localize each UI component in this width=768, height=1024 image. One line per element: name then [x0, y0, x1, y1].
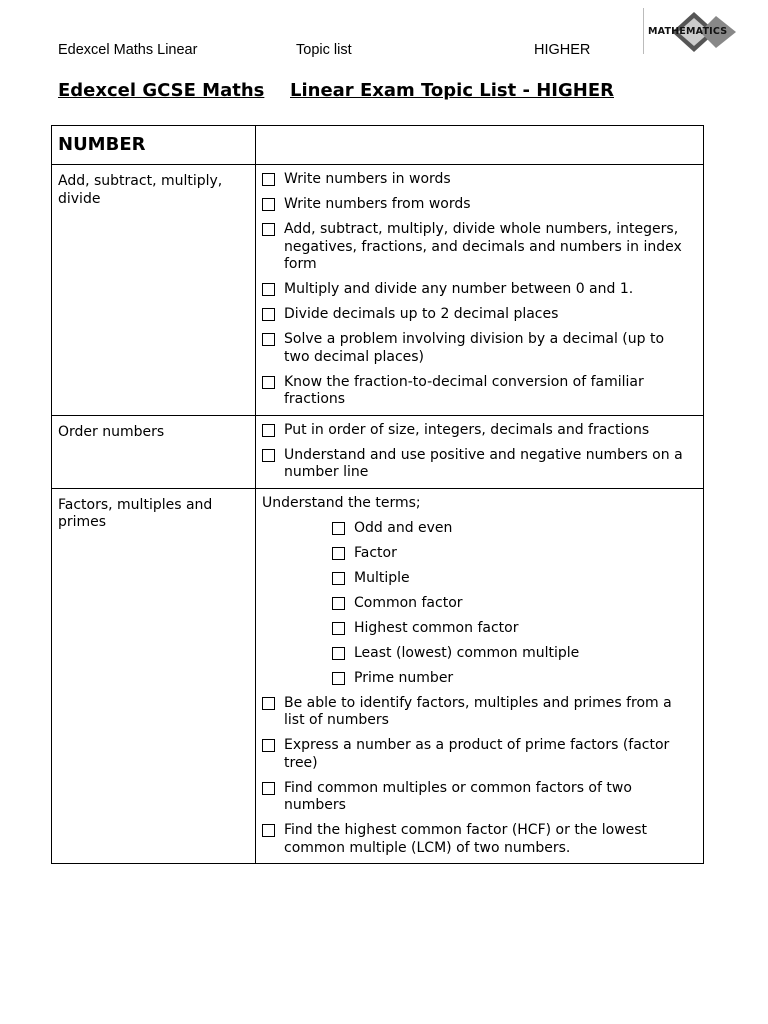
topic-label: Add, subtract, multiply, divide	[52, 165, 256, 416]
term-text: Multiple	[354, 569, 410, 586]
checkbox[interactable]	[262, 824, 275, 837]
checkbox[interactable]	[262, 333, 275, 346]
checklist-text: Express a number as a product of prime factors (factor tree)	[284, 737, 670, 771]
topic-items	[256, 415, 704, 488]
term-text: Least (lowest) common multiple	[354, 644, 580, 661]
page-title: Edexcel GCSE Maths	[58, 80, 265, 101]
term-item	[332, 520, 693, 538]
term-text: Highest common factor	[354, 619, 519, 636]
checklist-item	[262, 281, 693, 299]
term-item	[332, 620, 693, 638]
checklist-item	[262, 447, 693, 482]
checkbox[interactable]	[262, 739, 275, 752]
checklist-item	[262, 695, 693, 730]
checklist-item	[262, 822, 693, 857]
checkbox[interactable]	[332, 672, 345, 685]
term-text: Factor	[354, 544, 397, 561]
checkbox[interactable]	[262, 697, 275, 710]
checklist-item	[262, 422, 693, 440]
checklist-text: Be able to identify factors, multiples and primes from a list of numbers	[284, 694, 672, 728]
checkbox[interactable]	[332, 647, 345, 660]
topic-label: Order numbers	[52, 415, 256, 488]
header-tier: HIGHER	[534, 42, 591, 58]
checklist-item	[262, 221, 693, 274]
checkbox[interactable]	[332, 522, 345, 535]
topic-items	[256, 165, 704, 416]
checklist-text: Solve a problem involving division by a decimal (up to two decimal places)	[284, 331, 665, 365]
checklist-text: Find common multiples or common factors of two numbers	[284, 779, 632, 813]
section-title: NUMBER	[52, 126, 256, 165]
checkbox[interactable]	[262, 283, 275, 296]
checklist-item	[262, 331, 693, 366]
checklist-text: Add, subtract, multiply, divide whole numbers, integers, negatives, fractions, and decimals and numbers in index form	[284, 221, 682, 272]
topic-row	[52, 165, 704, 416]
checkbox[interactable]	[262, 424, 275, 437]
checklist-text: Find the highest common factor (HCF) or the lowest common multiple (LCM) of two numbers.	[284, 822, 648, 856]
section-empty-cell	[256, 126, 704, 165]
header-doc-type: Topic list	[296, 42, 352, 58]
checkbox[interactable]	[332, 572, 345, 585]
checkbox[interactable]	[262, 449, 275, 462]
topic-row	[52, 415, 704, 488]
topic-label: Factors, multiples and primes	[52, 488, 256, 864]
mathematics-logo	[643, 8, 744, 54]
term-item	[332, 595, 693, 613]
section-header-row	[52, 126, 704, 165]
checkbox[interactable]	[262, 223, 275, 236]
term-item	[332, 545, 693, 563]
checkbox[interactable]	[262, 173, 275, 186]
checklist-item	[262, 374, 693, 409]
checkbox[interactable]	[332, 597, 345, 610]
topic-items	[256, 488, 704, 864]
checklist-text: Put in order of size, integers, decimals and fractions	[284, 421, 650, 438]
logo-text: MATHEMATICS	[648, 26, 728, 37]
checklist-text: Divide decimals up to 2 decimal places	[284, 306, 559, 322]
topic-row	[52, 488, 704, 864]
checkbox[interactable]	[332, 622, 345, 635]
checkbox[interactable]	[262, 782, 275, 795]
term-item	[332, 570, 693, 588]
checklist-text: Understand and use positive and negative numbers on a number line	[284, 446, 683, 480]
term-text: Prime number	[354, 669, 454, 686]
checklist-text: Multiply and divide any number between 0 and 1.	[284, 281, 634, 297]
topic-table	[51, 125, 704, 864]
term-text: Odd and even	[354, 519, 453, 536]
checkbox[interactable]	[262, 376, 275, 389]
checkbox[interactable]	[332, 547, 345, 560]
checkbox[interactable]	[262, 198, 275, 211]
header-course: Edexcel Maths Linear	[58, 42, 198, 58]
checklist-item	[262, 171, 693, 189]
checklist-text: Write numbers from words	[284, 196, 471, 212]
checklist-text: Know the fraction-to-decimal conversion of familiar fractions	[284, 373, 644, 407]
checklist-item	[262, 780, 693, 815]
terms-intro: Understand the terms;	[262, 494, 421, 511]
term-item	[332, 645, 693, 663]
checklist-item	[262, 196, 693, 214]
checklist-item	[262, 306, 693, 324]
term-text: Common factor	[354, 594, 463, 611]
checklist-item	[262, 737, 693, 772]
checklist-text: Write numbers in words	[284, 171, 451, 187]
page-subtitle: Linear Exam Topic List - HIGHER	[290, 80, 614, 101]
term-item	[332, 670, 693, 688]
checkbox[interactable]	[262, 308, 275, 321]
